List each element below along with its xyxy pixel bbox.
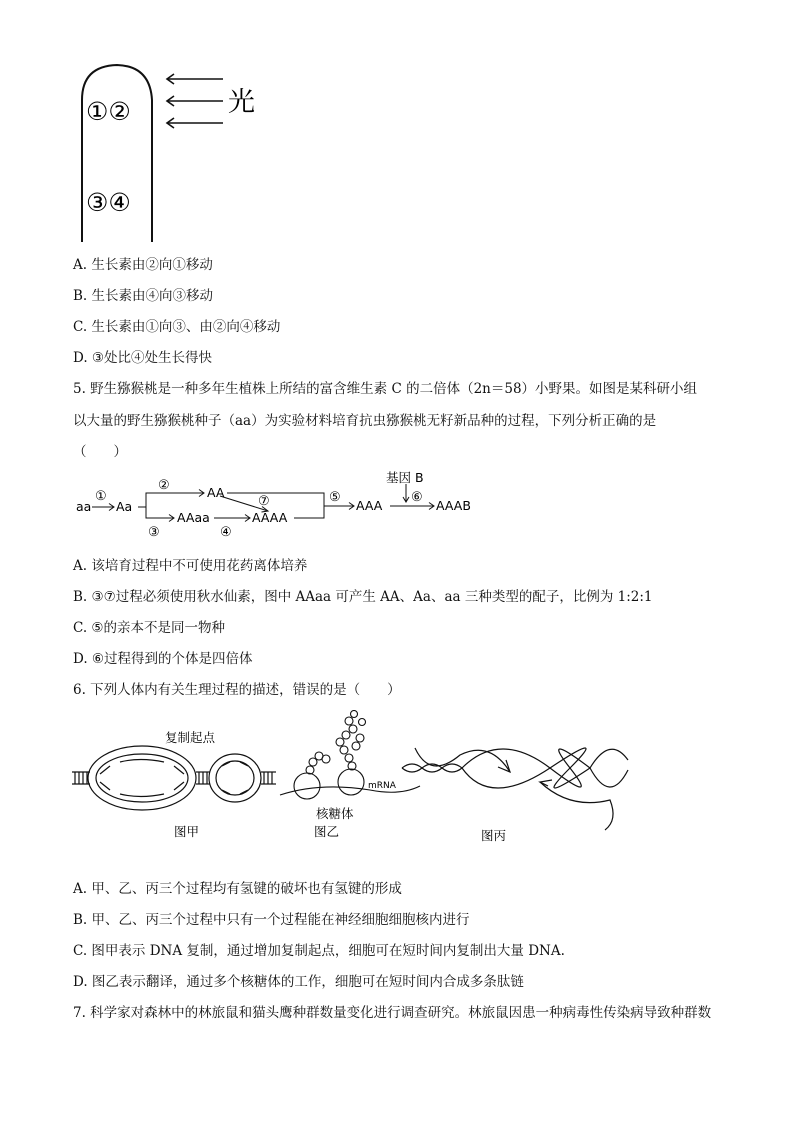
q6-figure bbox=[70, 710, 630, 850]
step-1: ① bbox=[95, 489, 107, 504]
q5-stem-line3: （ ） bbox=[73, 444, 127, 460]
step-2: ② bbox=[158, 478, 170, 493]
q6-stem: 6. 下列人体内有关生理过程的描述，错误的是（ ） bbox=[73, 682, 401, 698]
q4-option-b: B. 生长素由④向③移动 bbox=[73, 288, 214, 304]
region-label-bottom: ③④ bbox=[86, 188, 131, 217]
origin-label: 复制起点 bbox=[165, 730, 216, 745]
node-Aa: Aa bbox=[116, 499, 133, 514]
q4-option-d: D. ③处比④处生长得快 bbox=[73, 350, 213, 366]
translation-diagram bbox=[280, 711, 420, 800]
caption-yi: 图乙 bbox=[314, 824, 340, 839]
node-aa: aa bbox=[76, 499, 92, 514]
q5-option-c: C. ⑤的亲本不是同一物种 bbox=[73, 620, 226, 636]
node-AA: AA bbox=[207, 485, 225, 500]
breeding-flow-figure bbox=[74, 468, 494, 548]
step-6: ⑥ bbox=[411, 490, 423, 505]
q5-option-d: D. ⑥过程得到的个体是四倍体 bbox=[73, 651, 253, 667]
q4-option-a: A. 生长素由②向①移动 bbox=[73, 257, 213, 273]
step-5: ⑤ bbox=[329, 490, 341, 505]
step-7: ⑦ bbox=[258, 494, 270, 509]
region-label-top: ①② bbox=[86, 97, 131, 126]
q6-option-c: C. 图甲表示 DNA 复制，通过增加复制起点，细胞可在短时间内复制出大量 DNA. bbox=[73, 943, 565, 959]
node-AAA: AAA bbox=[356, 498, 383, 513]
node-AAaa: AAaa bbox=[177, 510, 210, 525]
step-3: ③ bbox=[148, 525, 160, 540]
node-AAAB: AAAB bbox=[436, 498, 471, 513]
transcription-diagram bbox=[402, 748, 628, 830]
light-label: 光 bbox=[228, 87, 255, 118]
q5-option-b: B. ③⑦过程必须使用秋水仙素，图中 AAaa 可产生 AA、Aa、aa 三种类型的配子，比例为 1:2:1 bbox=[73, 589, 653, 605]
q5-option-a: A. 该培育过程中不可使用花药离体培养 bbox=[73, 558, 308, 574]
replication-diagram bbox=[72, 746, 276, 810]
q5-stem-line2: 以大量的野生猕猴桃种子（aa）为实验材料培育抗虫猕猴桃无籽新品种的过程，下列分析正确的是 bbox=[73, 413, 657, 429]
q6-option-d: D. 图乙表示翻译，通过多个核糖体的工作，细胞可在短时间内合成多条肽链 bbox=[73, 974, 524, 990]
step-4: ④ bbox=[220, 525, 232, 540]
q4-option-c: C. 生长素由①向③、由②向④移动 bbox=[73, 319, 281, 335]
q6-option-a: A. 甲、乙、丙三个过程均有氢键的破坏也有氢键的形成 bbox=[73, 881, 402, 897]
caption-bing: 图丙 bbox=[481, 828, 507, 843]
q6-option-b: B. 甲、乙、丙三个过程中只有一个过程能在神经细胞细胞核内进行 bbox=[73, 912, 470, 928]
ribosome-label: 核糖体 bbox=[316, 806, 354, 821]
q5-stem-line1: 5. 野生猕猴桃是一种多年生植株上所结的富含维生素 C 的二倍体（2n＝58）小野果。如图是某科研小组 bbox=[73, 381, 698, 397]
node-AAAA: AAAA bbox=[252, 510, 288, 525]
coleoptile-figure bbox=[70, 60, 270, 245]
q7-stem: 7. 科学家对森林中的林旅鼠和猫头鹰种群数量变化进行调查研究。林旅鼠因患一种病毒性传染病导致种群数 bbox=[73, 1005, 712, 1021]
caption-jia: 图甲 bbox=[174, 824, 200, 839]
mrna-label: mRNA bbox=[368, 781, 396, 791]
gene-b-label: 基因 B bbox=[386, 470, 424, 485]
